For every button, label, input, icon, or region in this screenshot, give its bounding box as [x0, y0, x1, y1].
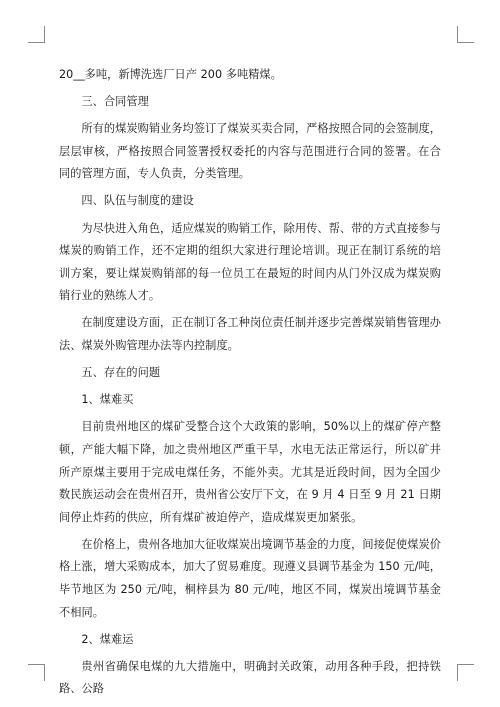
- paragraph-production: 20__多吨，新博洗选厂日产 200 多吨精煤。: [59, 68, 282, 81]
- crop-mark-bottom-left: [28, 664, 45, 681]
- paragraph-transport-measures: 贵州省确保电煤的九大措施中，明确封关政策，动用各种手段，把持铁路、公路: [59, 659, 441, 696]
- heading-problems: 五、存在的问题: [81, 366, 161, 380]
- subheading-hard-to-transport: 2、煤难运: [81, 632, 134, 646]
- heading-team-and-system: 四、队伍与制度的建设: [81, 194, 194, 208]
- paragraph-contract-management: 所有的煤炭购销业务均签订了煤炭买卖合同，严格按照合同的会签制度，层层审核，严格按照合同签署授权委托的内容与范围进行合同的签署。在合同的管理方面，专人负责，分类管理。: [59, 122, 441, 181]
- crop-mark-top-right: [457, 26, 474, 43]
- paragraph-training: 为尽快进入角色，适应煤炭的购销工作，除用传、帮、带的方式直接参与煤炭的购销工作，还不定期的组织大家进行理论培训。现正在制订系统的培训方案，要让煤炭购销部的每一位员工在最短的时间内从门外汉成为煤炭购销行业的熟练人才。: [59, 221, 441, 303]
- heading-contract-management: 三、合同管理: [81, 95, 149, 109]
- paragraph-price-fund: 在价格上，贵州各地加大征收煤炭出境调节基金的力度，间接促使煤炭价格上涨，增大采购成本，加大了贸易难度。现遵义县调节基金为 150 元/吨，毕节地区为 250 元/吨，桐梓县为 80 元/吨，地区不同，煤炭出境调节基金不相同。: [59, 537, 441, 619]
- crop-mark-top-left: [28, 26, 45, 43]
- subheading-hard-to-buy: 1、煤难买: [81, 393, 134, 407]
- paragraph-supply-shortage: 目前贵州地区的煤矿受整合这个大政策的影响，50%以上的煤矿停产整顿，产能大幅下降，加之贵州地区严重干旱，水电无法正常运行，所以矿井所产原煤主要用于完成电煤任务，不能外卖。尤其是近段时间，因为全国少数民族运动会在贵州召开，贵州省公安厅下文，在 9 月 4 日至 9 月 21 日期间停止炸药的供应，所有煤矿被迫停产，造成煤炭更加紧张。: [59, 420, 441, 524]
- crop-mark-bottom-right: [457, 664, 474, 681]
- document-body: [59, 64, 441, 705]
- paragraph-system-building: 在制度建设方面，正在制订各工种岗位责任制并逐步完善煤炭销售管理办法、煤炭外购管理办法等内控制度。: [59, 316, 441, 353]
